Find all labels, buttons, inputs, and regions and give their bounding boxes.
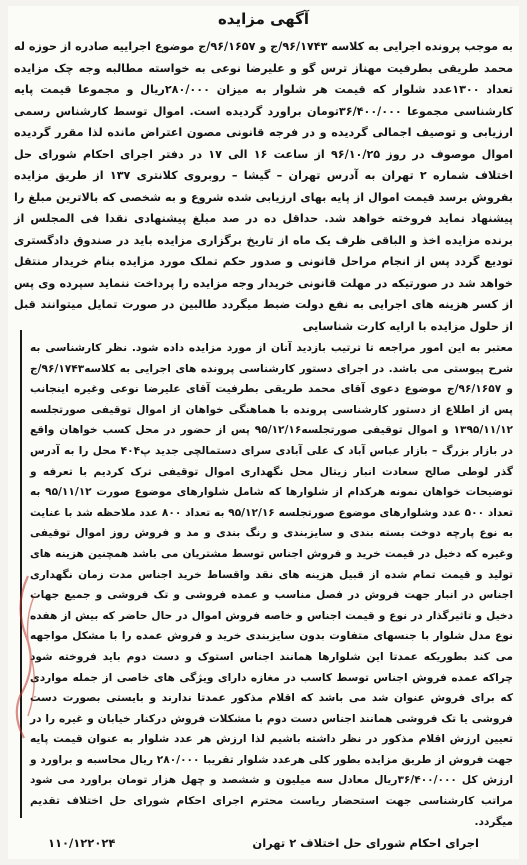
stamp-mark <box>8 566 42 746</box>
expert-report-paragraph: معتبر به این امور مراجعه تا ترتیب بازدید آنان از مورد مزایده داده شود. نظر کارشناسی به شرح پیوستی می باشد. در اجرای دستور کارشناسی پرونده های اجرایی به کلاسه۹۶/۱۷۴۳/ج و ۹۶/۱۶۵۷/ج موضوع دعوی آقای محمد طریقی بطرفیت آقای علیرضا نوعی وغیره اینجانب پس از اطلاع از دستور کارشناسی پرونده با هماهنگی خواهان از اموال توقیفی صورتجلسه ۱۳۹۵/۱۱/۱۲ و اموال توقیفی صورتجلسه۹۵/۱۲/۱۶ پس از حضور در محل کسب خواهان واقع در بازار بزرگ – بازار عباس آباد ک علی آبادی سرای دستمالچی جدید پ۴۰۴ محل را به آدرس گذر لوطی صالح سعادت انبار زیتال محل نگهداری اموال توقیفی ترک کردیم با تعرفه و توضیحات خواهان نمونه هرکدام از شلوارها که شامل شلوارهای موضوع صورت ۹۵/۱۱/۱۲ به تعداد ۵۰۰ عدد وشلوارهای موضوع صورتجلسه ۹۵/۱۲/۱۶ به تعداد ۸۰۰ عدد ملاحظه شد با عنایت به نوع پارچه دوخت بسته بندی و سایزبندی و رنگ بندی و مد و فروش روز اموال توقیفی وغیره که دخیل در قیمت خرید و فروش اجناس توسط مشتریان می باشد همچنین هزینه های تولید و قیمت تمام شده از قبیل هزینه های نقد واقساط خرید اجناس مدت زمان نگهداری اجناس در انبار جهت فروش در فصل مناسب و عمده فروشی و تک فروشی و جمیع جهات دخیل و تاثیرگذار در نوع و قیمت اجناس و خاصه فروش اموال در حال حاضر که بیش از هفده نوع مدل شلوار با جنسهای متفاوت بدون سایزبندی خرید و فروش عمده را با مشکل مواجهه می کند بطوریکه عمدتا این شلوارها همانند اجناس استوک و دست دوم باید فروخته شود چراکه عمده فروش اجناس توسط کاسب در مغازه دارای ویژگی های خاصی از جمله مواردی که برای فروش عنوان شد می باشد که اقلام مذکور عمدتا ندارند و بایستی بصورت دست فروشی یا تک فروشی همانند اجناس دست دوم با مشکلات فروش درکنار خیابان و غیره را در تعیین ارزش اقلام مذکور در نظر داشته باشیم لذا ارزش هر عدد شلوار به عنوان قیمت پایه جهت فروش از طریق مزایده بطور کلی هرعدد شلوار تقریبا ۲۸۰/۰۰۰ ریال محاسبه و براورد و ارزش کل ۳۶/۴۰۰/۰۰۰ریال معادل سه میلیون و ششصد و چهل هزار تومان براورد می شود مراتب کارشناسی جهت استحضار ریاست محترم اجرای احکام شورای حل اختلاف تقدیم میگردد. <box>30 342 514 828</box>
notice-upper-body <box>14 36 513 337</box>
notice-sheet <box>8 6 519 859</box>
notice-title: آگهی مزایده <box>217 10 310 28</box>
expert-report-body <box>30 338 513 832</box>
notice-footer <box>48 836 479 850</box>
notice-number: ۱۱۰/۱۲۲۰۲۴ <box>48 836 116 850</box>
notice-upper-paragraph: به موجب پرونده اجرایی به کلاسه ۹۶/۱۷۴۳/ج و ۹۶/۱۶۵۷/ج موضوع اجراییه صادره از حوزه له محمد طریقی بطرفیت مهناز ترس گو و علیرضا نوعی به خواسته مطالبه وجه چک مزایده تعداد ۱۳۰۰عدد شلوار که قیمت هر شلوار به میزان ۲۸۰/۰۰۰ریال و مجموعا قیمت پایه کارشناسی مجموعا ۳۶/۴۰۰/۰۰۰تومان براورد گردیده است. اموال توسط کارشناس رسمی ارزیابی و توصیف اجمالی گردیده و در فرجه قانونی مصون اعتراض مانده لذا مقرر گردیده اموال موصوف در روز ۹۶/۱۰/۲۵ از ساعت ۱۶ الی ۱۷ در دفتر اجرای احکام شورای حل اختلاف شماره ۲ تهران به آدرس تهران – گیشا – روبروی کلانتری ۱۳۷ از طریق مزایده بفروش برسد قیمت اموال از پایه بهای ارزیابی شده شروع و به شخصی که بالاترین مبلغ را پیشنهاد نماید فروخته خواهد شد. حداقل ده در صد مبلغ پیشنهادی نقدا فی المجلس از برنده مزایده اخذ و الباقی ظرف یک ماه از تاریخ برگزاری مزایده باید در صندوق دادگستری تودیع گردد پس از انجام مراحل قانونی و صدور حکم تملک مورد مزایده بنام خریدار منتقل خواهد شد در صورتیکه در مهلت قانونی خریدار وجه مزایده را پرداخت ننماید سپرده وی پس از کسر هزینه های اجرایی به نفع دولت ضبط میگردد طالبین در صورت تمایل میتوانند قبل از حلول مزایده با ارایه کارت شناسایی <box>14 40 514 333</box>
issuing-office: اجرای احکام شورای حل اختلاف ۲ تهران <box>252 836 479 850</box>
